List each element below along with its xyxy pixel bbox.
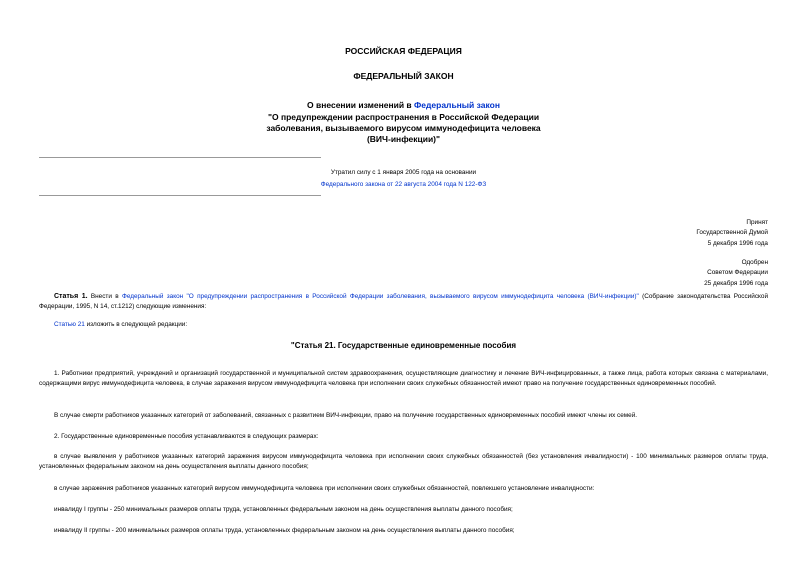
accepted-label: Принят [746,219,768,226]
article-21-title: "Статья 21. Государственные единовременные пособия [290,341,517,350]
paragraph-1: 1. Работники предприятий, учреждений и организаций государственной и муниципальной систем здравоохранения, осуществляющие диагностику и лечение ВИЧ-инфицированных, а также лица, работа которых связана с материалами, содержащими вирус иммунодефицита человека, в случае заражения вирусом иммунодефицита человека при исполнении своих служебных обязанностей имеют право на получение государственных единовременных пособий. [39,370,768,387]
accepted-date: 5 декабря 1996 года [707,240,768,247]
article-1-paragraph [39,292,768,311]
instruction-line [54,321,187,328]
law-title-line-1 [0,99,807,111]
repeal-law-link[interactable]: Федерального закона от 22 августа 2004 года N 122-ФЗ [320,181,487,188]
paragraph-2: В случае смерти работников указанных категорий от заболеваний, связанных с развитием ВИЧ-инфекции, право на получение государственных единовременных пособий имеют члены их семей. [54,412,638,419]
article-1-post: (Собрание законодательства Российской Федерации, 1995, N 14, ст.1212) следующие изменения: [39,293,769,310]
divider-top [39,157,321,158]
paragraph-7: инвалиду II группы - 200 минимальных размеров оплаты труда, установленных федеральным законом на день осуществления выплаты данного пособия; [54,527,515,534]
federal-law-link[interactable]: Федеральный закон [414,100,500,110]
paragraph-6: инвалиду I группы - 250 минимальных размеров оплаты труда, установленных федеральным законом на день осуществления выплаты данного пособия; [54,506,513,513]
article-1-label: Статья 1. [54,293,88,300]
approved-by: Советом Федерации [707,269,768,276]
country-heading: РОССИЙСКАЯ ФЕДЕРАЦИЯ [345,46,462,56]
article-21-link[interactable]: Статью 21 [54,321,85,328]
repeal-note: Утратил силу с 1 января 2005 года на основании [330,169,477,176]
paragraph-5: в случае заражения работников указанных категорий вирусом иммунодефицита человека при исполнении своих служебных обязанностей, повлекшего установление инвалидности: [54,485,595,492]
law-title-line-4: (ВИЧ-инфекции)" [366,134,441,144]
divider-bottom [39,195,321,196]
approved-label: Одобрен [741,259,768,266]
paragraph-3: 2. Государственные единовременные пособия устанавливаются в следующих размерах: [54,433,319,440]
paragraph-4: в случае выявления у работников указанных категорий заражения вирусом иммунодефицита человека при исполнении своих служебных обязанностей (без установления инвалидности) - 100 минимальных размеров оплаты труда, установленных федеральным законом на день осуществления выплаты данного пособия; [39,453,768,470]
article-1-pre: Внести в [90,293,122,300]
law-title-prefix: О внесении изменений в [307,100,415,110]
law-title-line-2: "О предупреждении распространения в Российской Федерации [267,112,540,122]
doc-type-heading: ФЕДЕРАЛЬНЫЙ ЗАКОН [353,71,454,81]
accepted-by: Государственной Думой [696,229,768,236]
instruction-text: изложить в следующей редакции: [84,321,188,328]
amended-law-link[interactable]: Федеральный закон "О предупреждении распространения в Российской Федерации заболевания, вызываемого вирусом иммунодефицита человека (ВИЧ-инфекции)" [122,293,639,300]
law-title-line-3: заболевания, вызываемого вирусом иммунодефицита человека [266,123,541,133]
approved-date: 25 декабря 1996 года [704,280,768,287]
